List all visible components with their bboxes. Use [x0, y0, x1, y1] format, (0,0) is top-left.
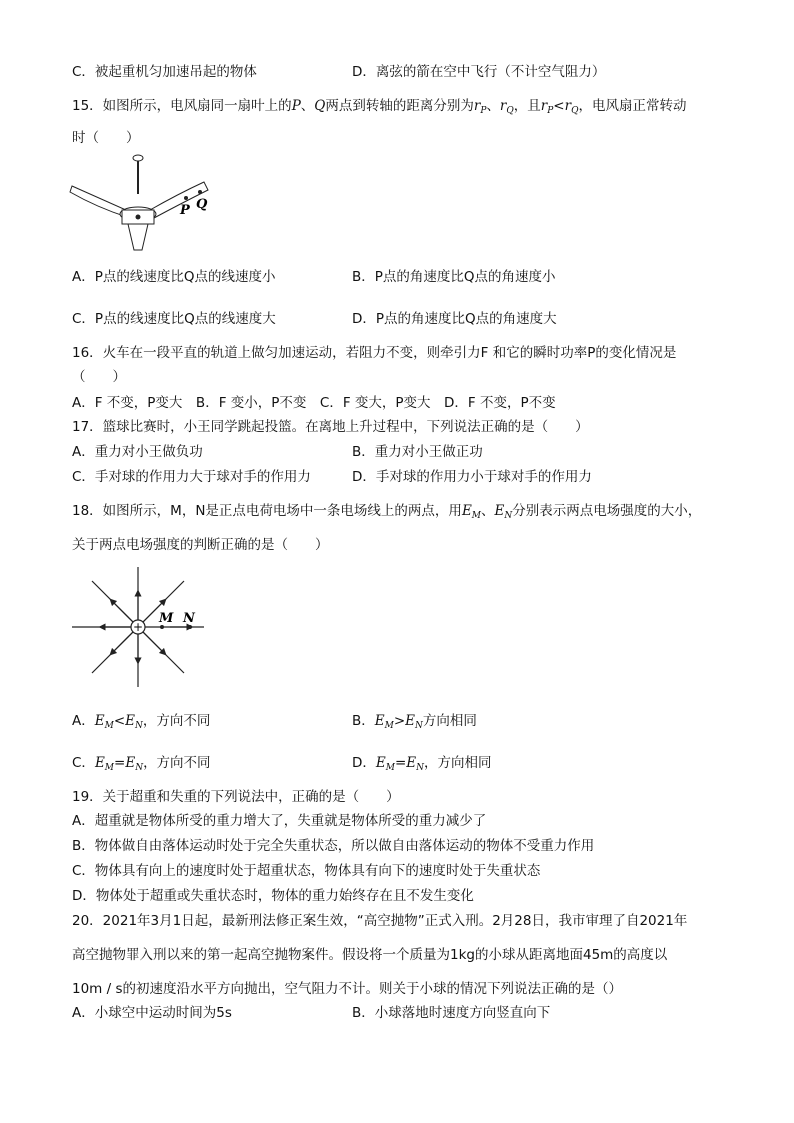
q19-option-b: B．物体做自由落体运动时处于完全失重状态，所以做自由落体运动的物体不受重力作用 [72, 838, 595, 854]
q14-option-c: C．被起重机匀加速吊起的物体 [72, 64, 257, 80]
q15-stem-line2: 时（ ） [72, 130, 140, 146]
electric-field-figure [70, 565, 210, 690]
q18-option-d: D．$E_M=E_N$，方向相同 [352, 755, 492, 773]
charge-sign: + [132, 620, 144, 634]
q19-option-d: D．物体处于超重或失重状态时，物体的重力始终存在且不发生变化 [72, 888, 474, 904]
point-q [198, 190, 202, 194]
q15-option-a: A．P点的线速度比Q点的线速度小 [72, 269, 276, 285]
q18-option-a: A．$E_M<E_N$，方向不同 [72, 713, 211, 731]
fan-label-q: Q [196, 197, 208, 212]
q20-stem-line3: 10m / s的初速度沿水平方向抛出，空气阻力不计。则关于小球的情况下列说法正确的是（） [72, 981, 622, 997]
q20-stem-line1: 20．2021年3月1日起，最新刑法修正案生效，“高空抛物”正式入刑。2月28日，我市审理了自2021年 [72, 913, 688, 929]
q15-stem: 15．如图所示，电风扇同一扇叶上的P、Q两点到转轴的距离分别为$r_P$、$r_Q$，且$r_P<r_Q$，电风扇正常转动 [72, 98, 687, 116]
q18-option-b: B．$E_M>E_N$方向相同 [352, 713, 477, 731]
q18-stem: 18．如图所示，M，N是正点电荷电场中一条电场线上的两点，用$E_M$、$E_N$分别表示两点电场强度的大小， [72, 503, 702, 521]
q18-stem-line2: 关于两点电场强度的判断正确的是（ ） [72, 537, 329, 553]
fan-label-p: P [180, 203, 190, 218]
q17-option-d: D．手对球的作用力小于球对手的作用力 [352, 469, 592, 485]
q16-stem-line2: （ ） [72, 369, 126, 385]
point-p [184, 196, 188, 200]
field-label-n: N [183, 611, 195, 626]
ceiling-fan-figure [68, 152, 218, 257]
q15-option-b: B．P点的角速度比Q点的角速度小 [352, 269, 556, 285]
q20-option-a: A．小球空中运动时间为5s [72, 1005, 232, 1021]
q18-option-c: C．$E_M=E_N$，方向不同 [72, 755, 211, 773]
q17-stem: 17．篮球比赛时，小王同学跳起投篮。在离地上升过程中，下列说法正确的是（ ） [72, 419, 589, 435]
q20-option-b: B．小球落地时速度方向竖直向下 [352, 1005, 551, 1021]
q19-option-a: A．超重就是物体所受的重力增大了，失重就是物体所受的重力减少了 [72, 813, 487, 829]
q14-option-d: D．离弦的箭在空中飞行（不计空气阻力） [352, 64, 606, 80]
q19-stem: 19．关于超重和失重的下列说法中，正确的是（ ） [72, 789, 400, 805]
q17-option-a: A．重力对小王做负功 [72, 444, 203, 460]
q20-stem-line2: 高空抛物罪入刑以来的第一起高空抛物案件。假设将一个质量为1kg的小球从距离地面45m的高度以 [72, 947, 668, 963]
q17-option-b: B．重力对小王做正功 [352, 444, 483, 460]
q15-option-d: D．P点的角速度比Q点的角速度大 [352, 311, 557, 327]
q17-option-c: C．手对球的作用力大于球对手的作用力 [72, 469, 311, 485]
field-label-m: M [159, 611, 174, 626]
q19-option-c: C．物体具有向上的速度时处于超重状态，物体具有向下的速度时处于失重状态 [72, 863, 541, 879]
q15-option-c: C．P点的线速度比Q点的线速度大 [72, 311, 276, 327]
q16-stem: 16．火车在一段平直的轨道上做匀加速运动，若阻力不变，则牵引力F 和它的瞬时功率P的变化情况是 [72, 345, 677, 361]
q16-options: A．F 不变，P变大 B．F 变小，P不变 C．F 变大，P变大 D．F 不变，P不变 [72, 395, 556, 411]
